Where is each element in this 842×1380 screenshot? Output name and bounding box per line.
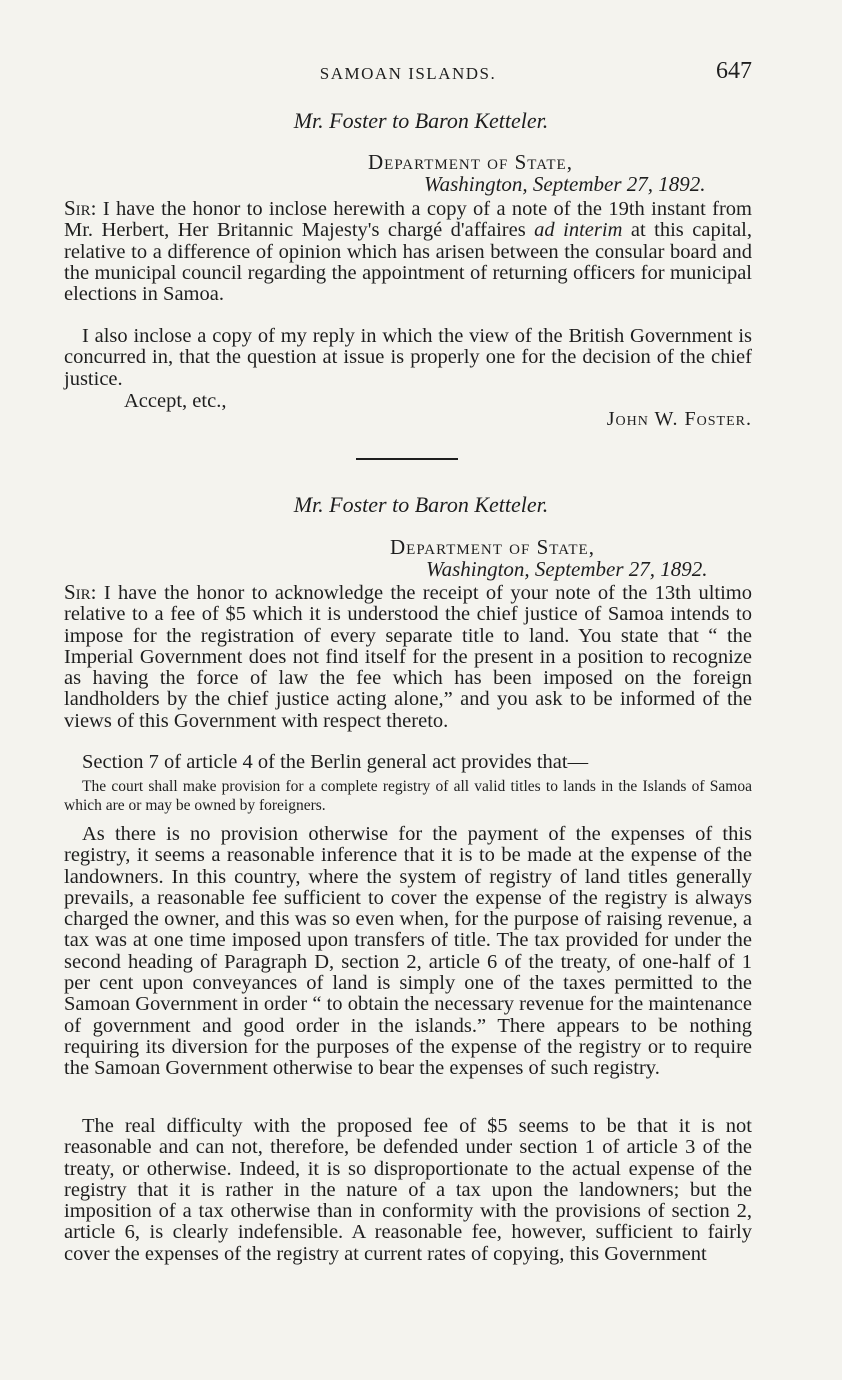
letter1-title: Mr. Foster to Baron Ketteler. (293, 108, 549, 133)
letter2-paragraph-3: As there is no provision otherwise for the payment of the expenses of this registry, it seems a reasonable inference that it is to be made at the expense of the landowners. In this country, where the system of registry of land titles generally prevails, a reasonable fee sufficient to cover the expense of the registry is always charged the owner, and this was so even when, for the purpose of raising revenue, a tax was at one time imposed upon transfers of title. The tax provided for under the second heading of Paragraph D, section 2, article 6 of the treaty, of one-half of 1 per cent upon conveyances of land is simply one of the taxes permitted to the Samoan Government in order “ to obtain the necessary revenue for the maintenance of government and good order in the islands.” There appears to be nothing requiring its diversion for the purposes of the expense of the registry or to require the Samoan Government otherwise to bear the expenses of such registry. (64, 823, 752, 1080)
letter2-salutation: Sir: (64, 580, 97, 604)
letter2-paragraph-1 (64, 582, 752, 732)
letter1-paragraph-1 (64, 198, 752, 305)
letter1-date: Washington, September 27, 1892. (424, 172, 706, 196)
letter1-signature: John W. Foster. (606, 408, 752, 430)
letter2-from: Department of State, (390, 535, 595, 559)
letter1-salutation: Sir: (64, 196, 97, 220)
letter1-p1-text-b: at this capital, relative to a difference of opinion which has arisen between the consular board and the municipal council regarding the appointment of returning officers for municipal elections in Samoa. (64, 219, 752, 306)
running-head: SAMOAN ISLANDS. (319, 64, 497, 83)
letter2-paragraph-2: Section 7 of article 4 of the Berlin general act provides that— (82, 751, 589, 773)
letter1-p1-italic: ad interim (534, 219, 623, 242)
letter2-title: Mr. Foster to Baron Ketteler. (293, 492, 549, 517)
letter1-from: Department of State, (368, 150, 573, 174)
treaty-quote: The court shall make provision for a complete registry of all valid titles to lands in the Islands of Samoa which are or may be owned by foreigners. (64, 778, 752, 814)
letter1-p1-text-a: I have the honor to inclose herewith a copy of a note of the 19th instant from Mr. Herbert, Her Britannic Majesty's chargé d'affaires (64, 198, 752, 242)
section-divider (356, 458, 458, 460)
page-number: 647 (716, 58, 752, 84)
letter2-paragraph-4: The real difficulty with the proposed fee of $5 seems to be that it is not reasonable and can not, therefore, be defended under section 1 of article 3 of the treaty, or otherwise. Indeed, it is so disproportionate to the actual expense of the registry that it is rather in the nature of a tax upon the landowners; but the imposition of a tax otherwise than in conformity with the provisions of section 2, article 6, is clearly indefensible. A reasonable fee, however, sufficient to fairly cover the expenses of the registry at current rates of copying, this Government (64, 1115, 752, 1265)
letter1-paragraph-2: I also inclose a copy of my reply in which the view of the British Government is concurred in, that the question at issue is properly one for the decision of the chief justice. (64, 325, 752, 390)
letter2-date: Washington, September 27, 1892. (426, 557, 708, 581)
letter1-closing: Accept, etc., (124, 390, 227, 412)
page-header (64, 58, 752, 92)
letter2-p1-text: I have the honor to acknowledge the receipt of your note of the 13th ultimo relative to a fee of $5 which it is understood the chief justice of Samoa intends to impose for the registration of every separate title to land. You state that “ the Imperial Government does not find itself for the present in a position to recognize as having the force of law the fee which has been imposed on the foreign landholders by the chief justice acting alone,” and you ask to be informed of the views of this Government with respect thereto. (64, 582, 752, 732)
